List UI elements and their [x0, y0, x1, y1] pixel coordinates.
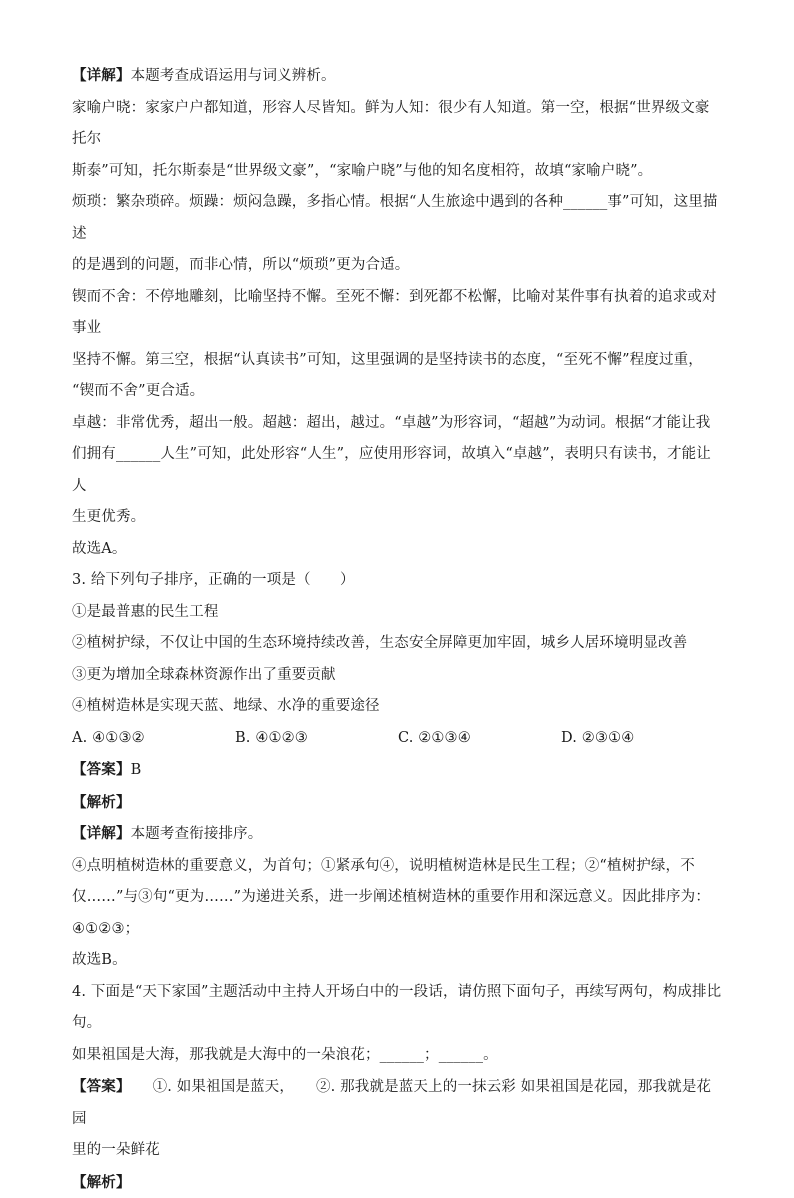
q3-answer: [72, 754, 724, 787]
q3-options: [72, 723, 724, 755]
q3-stem: 3. 给下列句子排序，正确的一项是（ ）: [72, 565, 724, 597]
answer-tag: 【答案】: [72, 761, 131, 778]
answer-part-2: ②. 那我就是蓝天上的一抹云彩 如果祖国是花园，那我就是花园: [72, 1079, 711, 1127]
q2-p2-line1: 烦琐：繁杂琐碎。烦躁：烦闷急躁，多指心情。根据“人生旅途中遇到的各种______事”可知，这里描述: [72, 187, 724, 250]
detail-intro-text: 本题考查衔接排序。: [131, 826, 263, 842]
q2-p3-line2: 坚持不懈。第三空，根据“认真读书”可知，这里强调的是坚持读书的态度，“至死不懈”程度过重，: [72, 345, 724, 377]
q2-p2-line2: 的是遇到的问题，而非心情，所以“烦琐”更为合适。: [72, 250, 724, 282]
q2-p4-line2: 们拥有______人生”可知，此处形容“人生”，应使用形容词，故填入“卓越”，表明只有读书，才能让人: [72, 439, 724, 502]
q3-conclusion: 故选B。: [72, 945, 724, 977]
q2-p3-line1: 锲而不舍：不停地雕刻，比喻坚持不懈。至死不懈：到死都不松懈，比喻对某件事有执着的追求或对事业: [72, 282, 724, 345]
q3-detail-line1: ④点明植树造林的重要意义，为首句；①紧承句④，说明植树造林是民生工程；②“植树护绿，不: [72, 851, 724, 883]
detail-tag: 【详解】: [72, 825, 131, 842]
q4-stem-line1: 4. 下面是“天下家国”主题活动中主持人开场白中的一段话，请仿照下面句子，再续写两句，构成排比: [72, 977, 724, 1009]
q2-p3-line3: “锲而不舍”更合适。: [72, 376, 724, 408]
document-page: [72, 60, 724, 1198]
q2-conclusion: 故选A。: [72, 534, 724, 566]
answer-tag: 【答案】: [72, 1078, 131, 1095]
answer-value: B: [131, 762, 142, 778]
q3-sentence-2: ②植树护绿，不仅让中国的生态环境持续改善，生态安全屏障更加牢固，城乡人居环境明显改善: [72, 628, 724, 660]
q4-answer-line2: 里的一朵鲜花: [72, 1135, 724, 1167]
q4-stem-line2: 句。: [72, 1008, 724, 1040]
q2-p1-line1: 家喻户晓：家家户户都知道，形容人尽皆知。鲜为人知：很少有人知道。第一空，根据“世界级文豪托尔: [72, 93, 724, 156]
q3-detail-line3: ④①②③；: [72, 914, 724, 946]
q3-sentence-3: ③更为增加全球森林资源作出了重要贡献: [72, 660, 724, 692]
detail-tag: 【详解】: [72, 67, 131, 84]
q4-analysis-tag: 【解析】: [72, 1167, 724, 1198]
q3-option-a: A. ④①③②: [72, 723, 235, 755]
q3-option-c: C. ②①③④: [398, 723, 561, 755]
q2-detail-intro: [72, 60, 724, 93]
q3-option-d: D. ②③①④: [561, 723, 724, 755]
detail-intro-text: 本题考查成语运用与词义辨析。: [131, 68, 336, 84]
q4-answer-line1: [72, 1071, 724, 1135]
q2-p4-line3: 生更优秀。: [72, 502, 724, 534]
q4-sentence: 如果祖国是大海，那我就是大海中的一朵浪花；______；______。: [72, 1040, 724, 1072]
q3-analysis-tag: 【解析】: [72, 787, 724, 819]
q3-detail-intro: [72, 818, 724, 851]
q3-sentence-1: ①是最普惠的民生工程: [72, 597, 724, 629]
q3-sentence-4: ④植树造林是实现天蓝、地绿、水净的重要途径: [72, 691, 724, 723]
q2-p1-line2: 斯泰”可知，托尔斯泰是“世界级文豪”，“家喻户晓”与他的知名度相符，故填“家喻户晓”。: [72, 156, 724, 188]
q3-detail-line2: 仅……”与③句“更为……”为递进关系，进一步阐述植树造林的重要作用和深远意义。因此排序为：: [72, 882, 724, 914]
q3-option-b: B. ④①②③: [235, 723, 398, 755]
answer-part-1: ①. 如果祖国是蓝天，: [153, 1079, 294, 1095]
q2-p4-line1: 卓越：非常优秀，超出一般。超越：超出，越过。“卓越”为形容词，“超越”为动词。根据“才能让我: [72, 408, 724, 440]
